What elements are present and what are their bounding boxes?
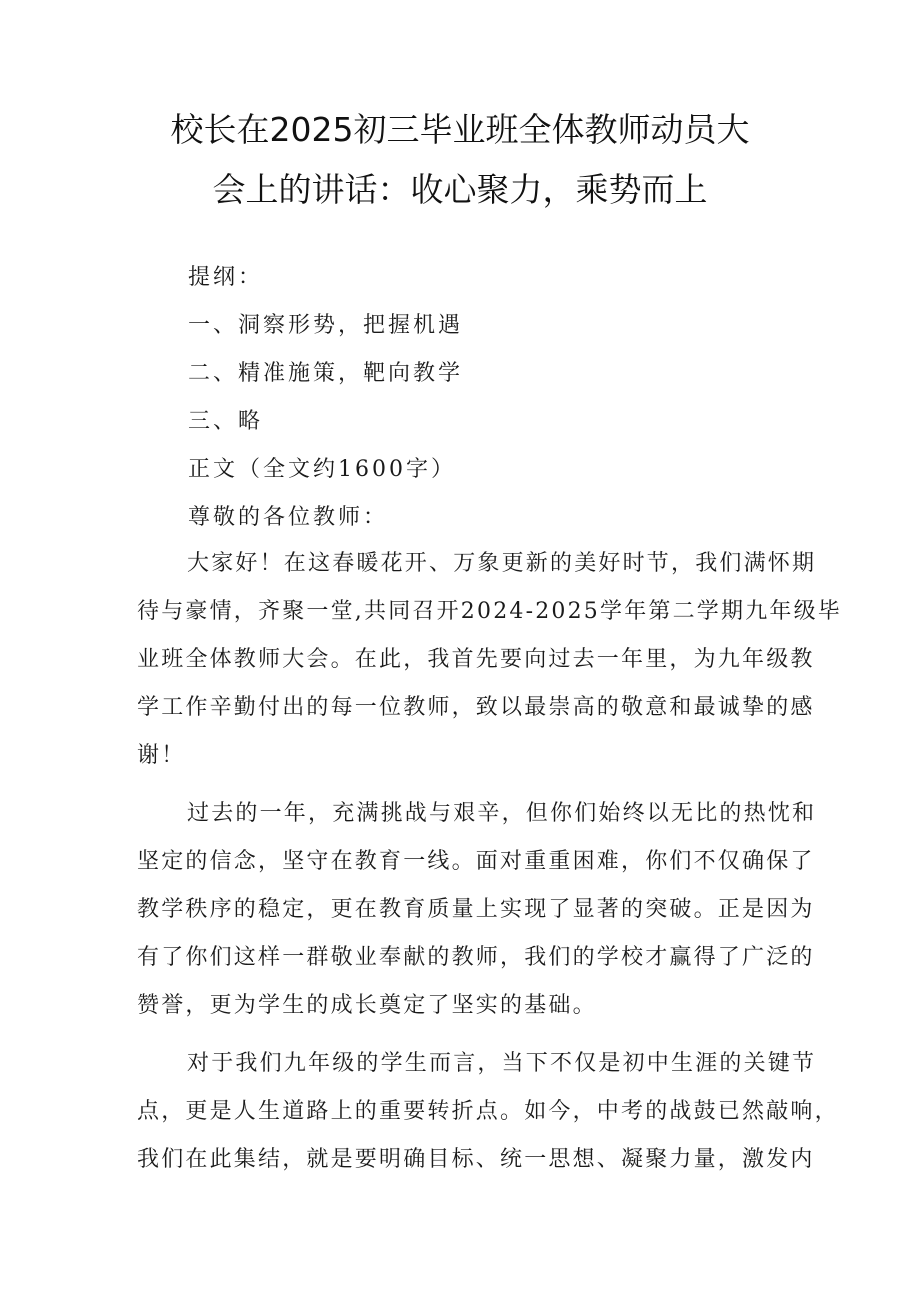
- document-title: [120, 100, 800, 220]
- paragraph-line: 谢！: [137, 743, 186, 768]
- paragraph-line: 教学秩序的稳定，更在教育质量上实现了显著的突破。正是因为: [137, 897, 815, 922]
- paragraph-line: 有了你们这样一群敬业奉献的教师，我们的学校才赢得了广泛的: [137, 945, 815, 970]
- paragraph-line: 对于我们九年级的学生而言，当下不仅是初中生涯的关键节: [187, 1051, 817, 1076]
- title-line-1: 校长在2025初三毕业班全体教师动员大: [170, 110, 750, 149]
- paragraph-line: 赞誉，更为学生的成长奠定了坚实的基础。: [137, 993, 597, 1018]
- speech-body: [137, 540, 843, 1194]
- paragraph-line: 业班全体教师大会。在此，我首先要向过去一年里，为九年级教: [137, 647, 815, 672]
- paragraph-line: 大家好！在这春暖花开、万象更新的美好时节，我们满怀期: [187, 551, 817, 576]
- paragraph-line: 我们在此集结，就是要明确目标、统一思想、凝聚力量，激发内: [137, 1147, 815, 1172]
- title-line-2: 会上的讲话：收心聚力，乘势而上: [212, 170, 708, 209]
- paragraph: [137, 790, 817, 1030]
- salutation: 尊敬的各位教师：: [188, 505, 389, 530]
- paragraph-line: 坚定的信念，坚守在教育一线。面对重重困难，你们不仅确保了: [137, 849, 815, 874]
- paragraph-line: 过去的一年，充满挑战与艰辛，但你们始终以无比的热忱和: [187, 801, 817, 826]
- paragraph: [137, 540, 843, 780]
- outline-item: 三、略: [188, 409, 264, 434]
- paragraph-line: 点，更是人生道路上的重要转折点。如今，中考的战鼓已然敲响，: [137, 1099, 839, 1124]
- outline-item: 一、洞察形势，把握机遇: [188, 313, 464, 338]
- paragraph-line: 学工作辛勤付出的每一位教师，致以最崇高的敬意和最诚挚的感: [137, 695, 815, 720]
- outline-heading: 提纲：: [188, 265, 264, 290]
- outline-section: [188, 254, 463, 542]
- paragraph: [137, 1040, 839, 1184]
- outline-item: 二、精准施策，靶向教学: [188, 361, 464, 386]
- paragraph-line: 待与豪情，齐聚一堂,共同召开2024-2025学年第二学期九年级毕: [137, 599, 843, 624]
- body-label: 正文（全文约1600字）: [188, 457, 456, 482]
